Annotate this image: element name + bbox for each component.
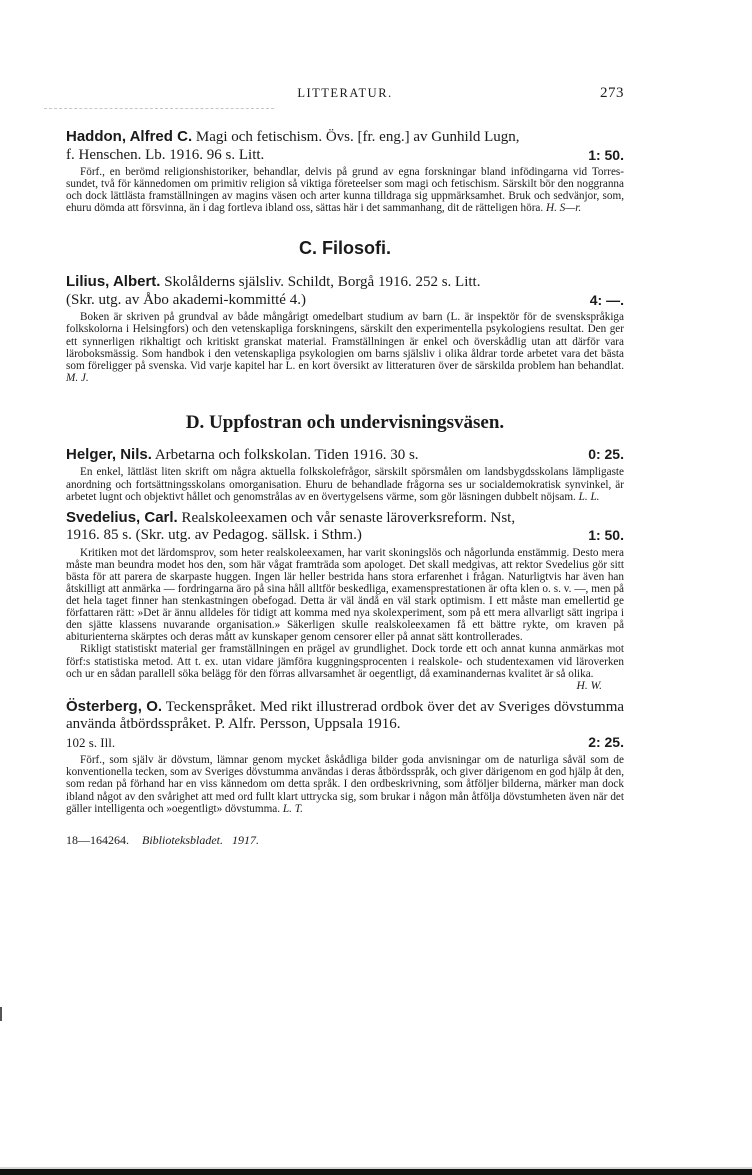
entry-title: Teckenspråket. Med rikt illustrerad ordbok över det av <box>165 698 495 715</box>
review-text: Rikligt statistiskt material ger framställningen en prägel av grundlighet. Dock torde ett och annat kunna anmärkas mot förf:s statistiska metod. Att t. ex. utan vidare jämföra kuggningsprocenten i realskole- och studentexamen vid läroverken och ur en sådan parallell söka belägg för den förras allvarsamhet är oegentligt, då examinandernas kvalitet är så olika. <box>66 643 624 680</box>
entry-author: Svedelius, Carl. <box>66 508 178 526</box>
entry-heading <box>66 273 624 309</box>
entry-title-cont: 1916. 85 s. (Skr. utg. av Pedagog. sällsk. i Sthm.) <box>66 527 362 544</box>
review-text: Förf., en berömd religionshistoriker, behandlar, delvis på grund av egna forskningar bland infödingarna vid Torres-sundet, två för kännedomen om primitiv religion så viktiga företeelser som magi och fetischism. Särskilt bör den noggranna och dock lättlästa framställningen av magins väsen och arter kunna tilldraga sig uppmärksamhet. Bruk och sedvänjor, som, ehuru dömda att försvinna, än i dag fortleva ibland oss, sättas här i det sammanhang, dit de rätteligen höra. <box>66 166 624 215</box>
entry-title: Magi och fetischism. Övs. [fr. eng.] av Gunhild Lugn, <box>195 129 520 145</box>
entry-title: Arbetarna och folkskolan. Tiden 1916. 30 s. <box>154 446 419 463</box>
review-signature: L. T. <box>282 802 303 815</box>
review-text: Boken är skriven på grundval av både mångårigt omedelbart studium av barn (L. är inspektör för de svenskspråkiga folkskolorna i Helsingfors) och den vetenskapliga forskningens, särskilt den experimentella psykologiens resultat. Den ger ett synnerligen rikhaltigt och kritiskt granskat material. Framställningen är enkel och överskådlig utan att därför vara läroboksmässig. Som handbok i den vetenskapliga psykologien om barns själsliv i olika åldrar torde arbetet vara det bästa som föreligger på svenska. Vid varje kapitel har L. en kort översikt av litteraturen över de särskilda problem han behandlat. <box>66 311 624 372</box>
entry-price: 1: 50. <box>588 527 624 544</box>
page-number: 273 <box>600 85 624 101</box>
entry-author: Lilius, Albert. <box>66 273 161 291</box>
entry-title-cont: (Skr. utg. av Åbo akademi-kommitté 4.) <box>66 291 306 308</box>
entry-heading <box>66 698 624 753</box>
entry-author: Haddon, Alfred C. <box>66 128 193 145</box>
entry-haddon <box>66 128 624 214</box>
margin-mark <box>0 1007 2 1021</box>
review-text: Kritiken mot det lärdomsprov, som heter realskoleexamen, har varit skoningslös och någorlunda enstämmig. Desto mera måste man beundra modet hos den, som här vågat framträda som apologet. Det skall medgivas, att rektor Svedelius gör sitt bästa för att parera de skarpaste huggen. Ingen lär heller bestrida hans stora erfarenhet i frågan. Naturligtvis har även han åtskilligt att anmärka — fordringarna äro på sina håll alltför beskedliga, examensprestationen är ofta klen o. s. v. —, men på det hela taget finner han stenkastningen obefogad. Detta är väl ändå en väl stark optimism. I ett måste man emellertid ge författaren rätt: »Det är ännu alldeles för tidigt att komma med nya skolexperiment, som på ett mera allvarligt sätt ingripa i den sjätte klassens nuvarande organisation.» Säkerligen skulle realskoleexamen få ett bättre rykte, om kraven på abiturienterna skärptes och deras mått av kunskaper genom censorer eller på annat sätt kontrollerades. <box>66 546 624 644</box>
review-signature: H. W. <box>576 679 602 692</box>
entry-price: 2: 25. <box>588 733 624 750</box>
entry-title-cont2: 102 s. Ill. <box>66 734 116 750</box>
footer-code: 18—164264. <box>66 832 129 847</box>
entry-heading <box>66 446 624 465</box>
entry-osterberg <box>66 698 624 815</box>
entry-heading <box>66 128 624 164</box>
entry-author: Österberg, O. <box>66 697 163 715</box>
header-rule <box>44 108 274 109</box>
page <box>66 86 624 848</box>
entry-price: 1: 50. <box>588 146 624 163</box>
running-head <box>66 86 624 112</box>
section-title-filosofi: C. Filosofi. <box>299 238 391 259</box>
section-title-uppfostran: D. Uppfostran och undervisningsväsen. <box>185 411 505 433</box>
footer-publication: Biblioteksbladet. <box>142 832 223 847</box>
footer-year: 1917. <box>231 832 259 847</box>
running-title: LITTERATUR. <box>297 86 393 100</box>
entry-review <box>66 754 624 814</box>
entry-title-cont: f. Henschen. Lb. 1916. 96 s. Litt. <box>66 146 265 163</box>
review-signature: L. L. <box>578 490 600 503</box>
entry-title: Skolålderns själsliv. Schildt, Borgå 1916. 252 s. Litt. <box>164 274 481 291</box>
entry-price: 4: —. <box>589 291 624 308</box>
review-signature: H. S—r. <box>546 202 582 215</box>
entry-title-cont: Sveriges dövstumma använda åtbördsspråket. P. Alfr. Persson, Uppsala 1916. <box>66 698 625 733</box>
scan-edge <box>0 1169 752 1175</box>
entry-review-p2 <box>66 643 624 679</box>
entry-heading <box>66 509 624 545</box>
review-text: En enkel, lättläst liten skrift om några aktuella folkskolefrågor, särskilt spörsmålen om landsbygdsskolans lämpligaste anordning och fortsättningsskolans omorganisation. Ehuru de behandlade frågorna ses ur socialdemokratisk synvinkel, är arbetet lugnt och objektivt hållet och genomstrålas av en övertygelsens värme, som gör läsningen dubbelt nöjsam. <box>66 466 624 503</box>
review-text: Förf., som själv är dövstum, lämnar genom mycket åskådliga bilder goda anvisningar om de naturliga såväl som de konventionella tecken, som av Sveriges dövstumma användas i deras åtbördsspråk, och giver därigenom en god hjälp åt den, som redan på förhand har en viss kännedom om detta språk. I den ordbeskrivning, som åtföljer bilderna, märker man dock ibland något av den svårighet att med ord fullt klart uttrycka sig, som brukar i någon mån åtfölja dövstumheten även när det gäller intelligenta och »oegentligt» dövstumma. <box>66 754 624 815</box>
review-signature: M. J. <box>66 371 89 384</box>
entry-review-p1 <box>66 547 624 644</box>
entry-review <box>66 311 624 384</box>
section-d <box>66 412 624 815</box>
entry-review <box>66 166 624 214</box>
entry-review <box>66 466 624 502</box>
entry-svedelius <box>66 509 624 692</box>
page-footer <box>66 833 624 848</box>
entry-lilius <box>66 273 624 384</box>
entry-title: Realskoleexamen och vår senaste läroverksreform. Nst, <box>181 509 516 526</box>
section-c <box>66 238 624 384</box>
entry-author: Helger, Nils. <box>66 445 152 463</box>
entry-price: 0: 25. <box>588 445 624 462</box>
entry-helger <box>66 446 624 503</box>
